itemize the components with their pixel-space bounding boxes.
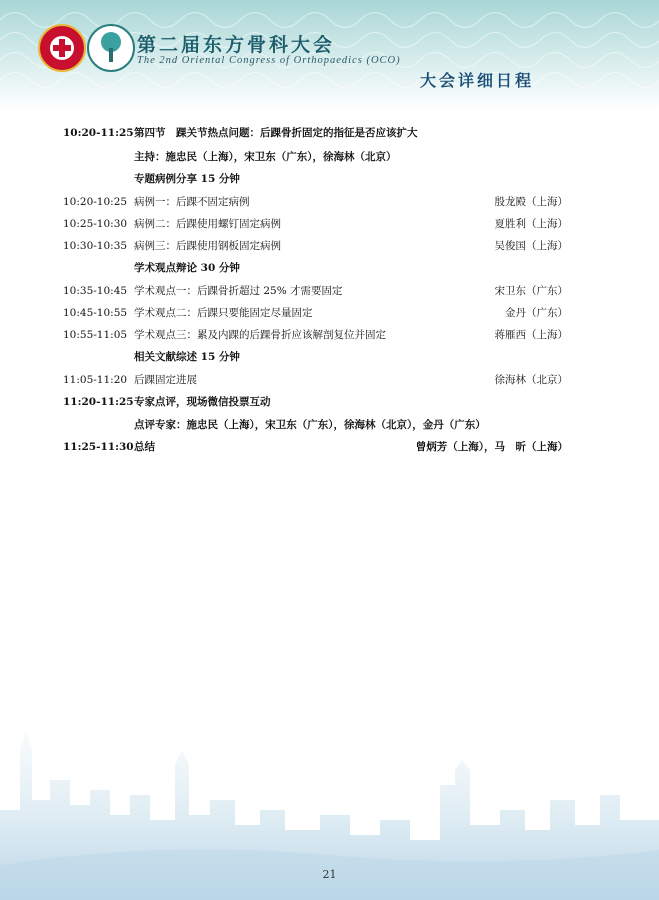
schedule-speaker: 金丹（广东） xyxy=(505,307,568,319)
schedule-title: 后踝固定进展 xyxy=(134,374,197,386)
schedule-row xyxy=(0,437,659,457)
conference-subtitle: The 2nd Oriental Congress of Orthopaedics (OCO) xyxy=(137,55,401,66)
schedule-row xyxy=(0,392,659,412)
schedule-title: 病例一：后踝不固定病例 xyxy=(134,196,250,208)
schedule-title: 总结 xyxy=(134,441,155,453)
schedule-speaker: 夏胜利（上海） xyxy=(494,218,568,230)
schedule-title: 第四节 踝关节热点问题：后踝骨折固定的指征是否应该扩大 xyxy=(134,127,418,139)
schedule-row xyxy=(0,281,659,301)
schedule-title: 专家点评，现场微信投票互动 xyxy=(134,396,271,408)
conference-title: 第二届东方骨科大会 xyxy=(137,34,336,56)
schedule-row xyxy=(0,303,659,323)
schedule-title: 点评专家：施忠民（上海），宋卫东（广东），徐海林（北京），金丹（广东） xyxy=(134,419,486,431)
schedule-time: 10:20-11:25 xyxy=(63,127,134,139)
schedule-title: 专题病例分享 15 分钟 xyxy=(134,173,240,185)
schedule-row xyxy=(0,258,659,278)
schedule-title: 学术观点辩论 30 分钟 xyxy=(134,262,240,274)
schedule-title: 主持：施忠民（上海），宋卫东（广东），徐海林（北京） xyxy=(134,151,397,163)
schedule-speaker: 殷龙殿（上海） xyxy=(494,196,568,208)
schedule-row xyxy=(0,169,659,189)
society-logo-red xyxy=(38,24,86,72)
schedule-time: 11:05-11:20 xyxy=(63,374,128,386)
schedule-title: 学术观点一：后踝骨折超过 25% 才需要固定 xyxy=(134,285,343,297)
schedule-row xyxy=(0,236,659,256)
schedule-title: 相关文献综述 15 分钟 xyxy=(134,351,240,363)
schedule-title: 病例三：后踝使用钢板固定病例 xyxy=(134,240,281,252)
section-title: 大会详细日程 xyxy=(420,71,535,90)
schedule-row xyxy=(0,325,659,345)
schedule-title: 学术观点二：后踝只要能固定尽量固定 xyxy=(134,307,313,319)
schedule-speaker: 宋卫东（广东） xyxy=(494,285,568,297)
schedule-time: 10:30-10:35 xyxy=(63,240,128,252)
schedule-speaker: 吴俊国（上海） xyxy=(494,240,568,252)
schedule-time: 11:25-11:30 xyxy=(63,441,134,453)
schedule-title: 学术观点三：累及内踝的后踝骨折应该解剖复位并固定 xyxy=(134,329,386,341)
schedule-time: 10:55-11:05 xyxy=(63,329,128,341)
schedule-row xyxy=(0,147,659,167)
society-logo-tree xyxy=(87,24,135,72)
schedule-row xyxy=(0,192,659,212)
schedule-row xyxy=(0,214,659,234)
schedule-time: 11:20-11:25 xyxy=(63,396,134,408)
schedule-time: 10:25-10:30 xyxy=(63,218,128,230)
schedule-speaker: 曾炳芳（上海），马 昕（上海） xyxy=(415,441,568,453)
page-number: 21 xyxy=(322,868,337,881)
schedule-speaker: 徐海林（北京） xyxy=(494,374,568,386)
schedule-row xyxy=(0,347,659,367)
schedule-time: 10:45-10:55 xyxy=(63,307,128,319)
schedule-time: 10:20-10:25 xyxy=(63,196,128,208)
schedule-time: 10:35-10:45 xyxy=(63,285,128,297)
schedule-row xyxy=(0,123,659,143)
schedule-title: 病例二：后踝使用螺钉固定病例 xyxy=(134,218,281,230)
schedule-row xyxy=(0,370,659,390)
schedule-row xyxy=(0,415,659,435)
schedule-speaker: 蒋雁西（上海） xyxy=(494,329,568,341)
